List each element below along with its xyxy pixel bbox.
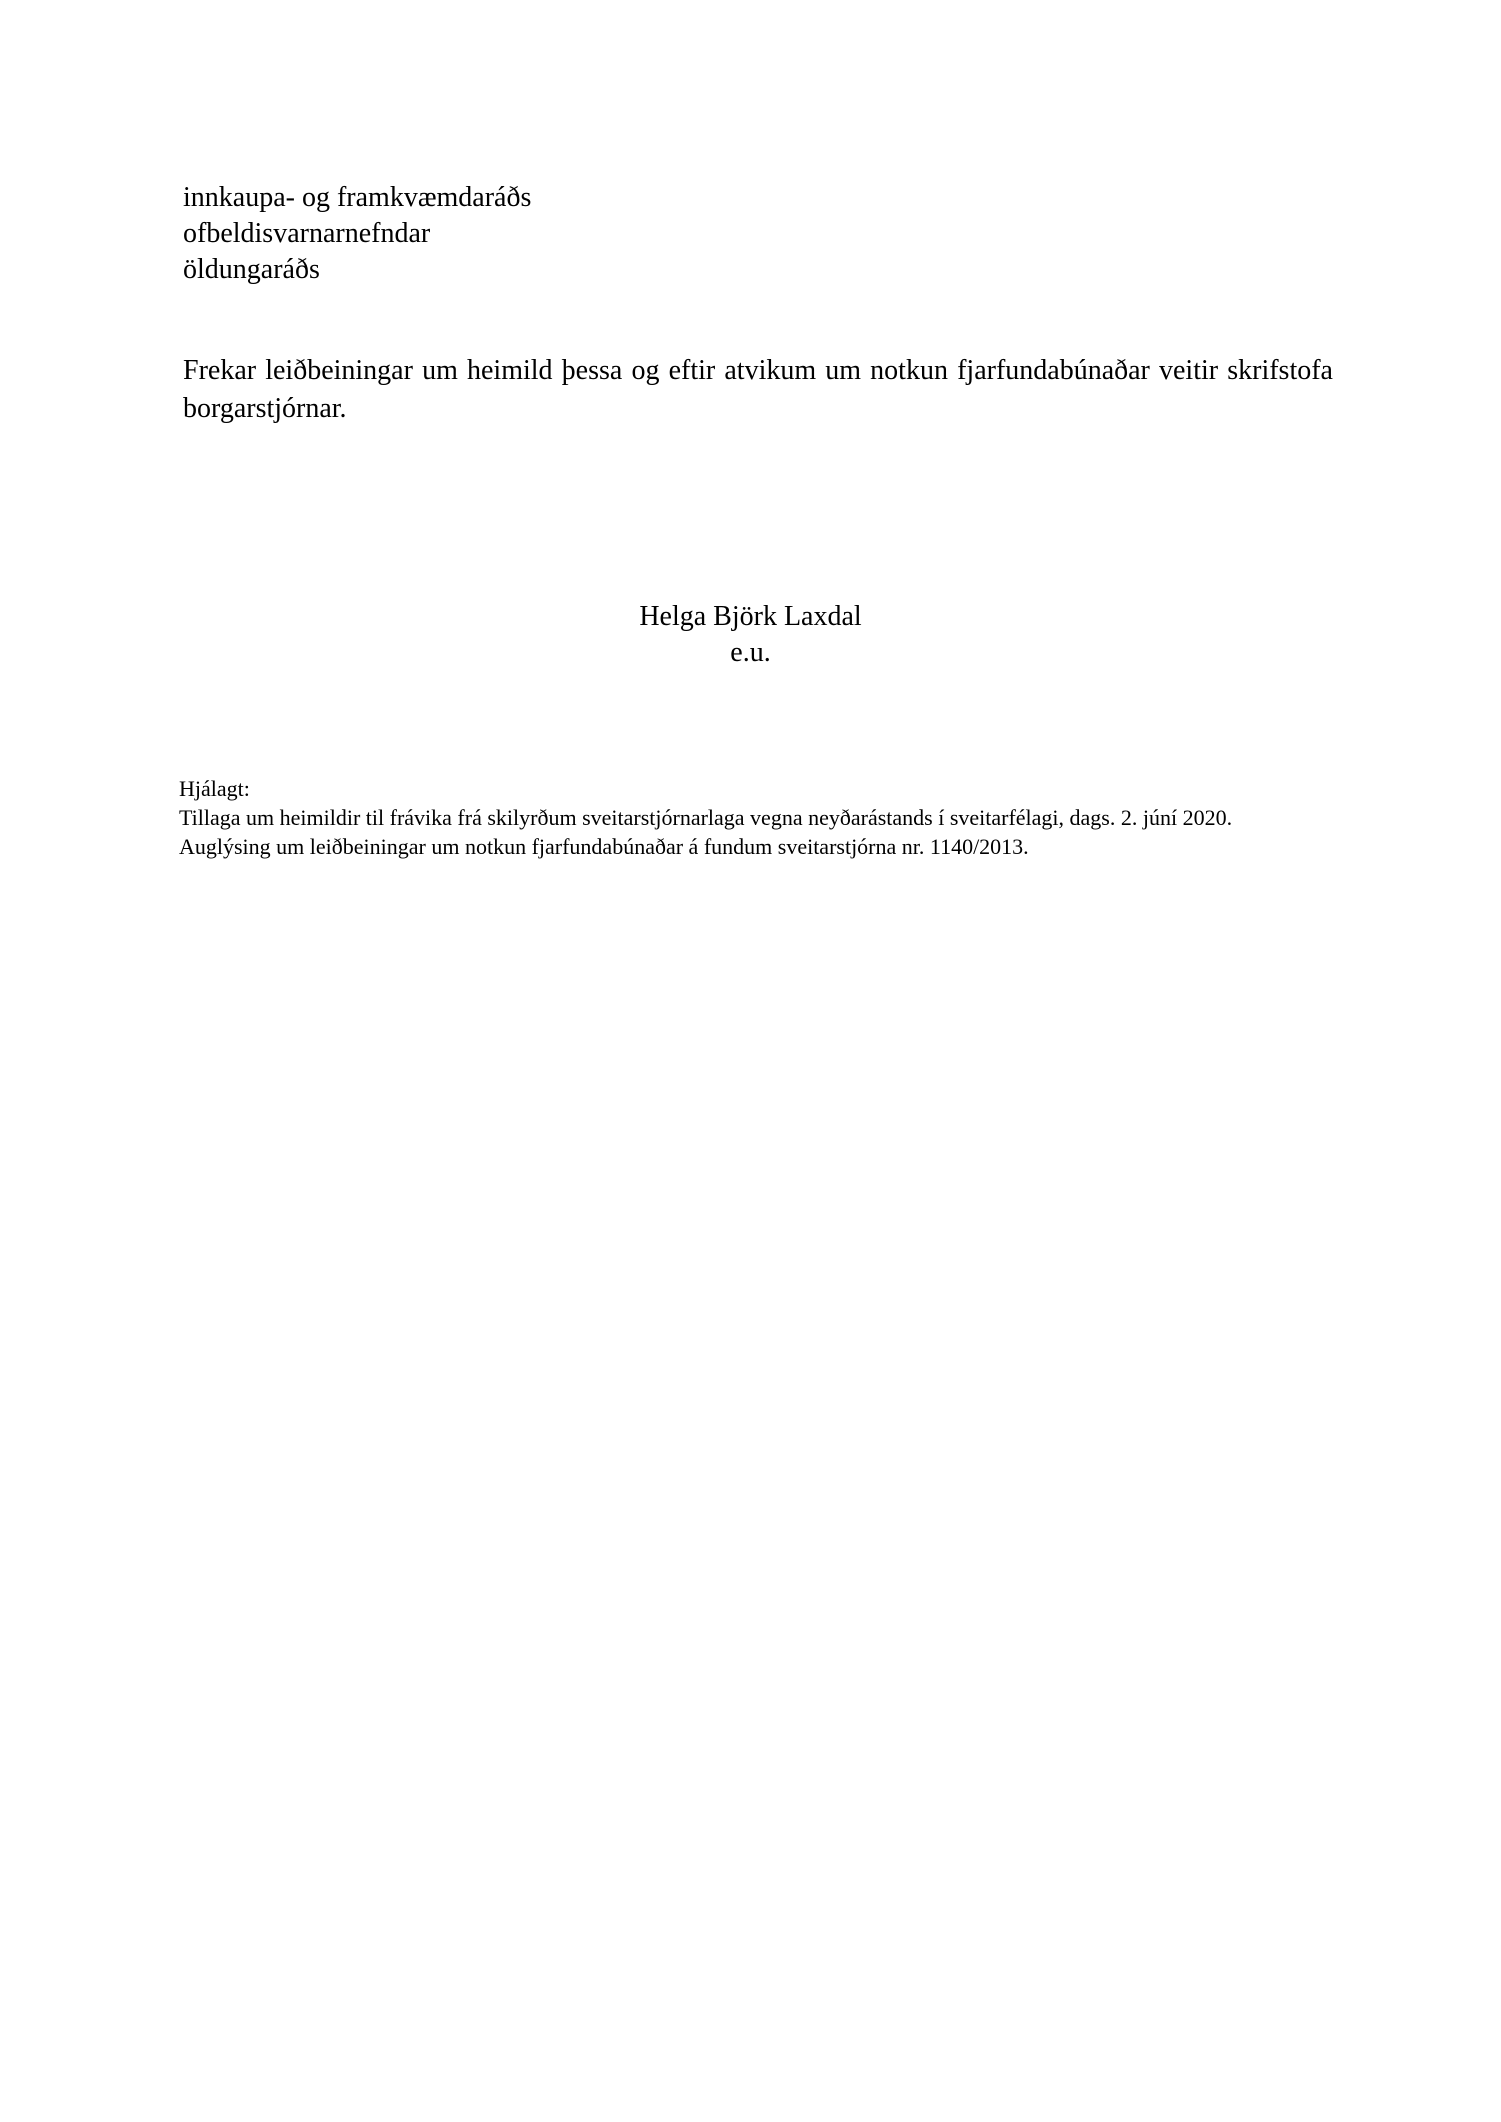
attachment-item: Tillaga um heimildir til frávika frá skilyrðum sveitarstjórnarlaga vegna neyðarástands í sveitarfélagi, dags. 2. júní 2020. [179, 805, 1233, 830]
signature-name: Helga Björk Laxdal [639, 601, 862, 632]
attachment-item: Auglýsing um leiðbeiningar um notkun fjarfundabúnaðar á fundum sveitarstjórna nr. 1140/2013. [179, 834, 1029, 859]
committee-list [183, 180, 1333, 288]
signature-abbreviation: e.u. [730, 637, 771, 668]
attachments-heading: Hjálagt: [179, 776, 250, 801]
signature-block [0, 599, 1501, 671]
committee-item: öldungaráðs [183, 254, 320, 285]
guidance-paragraph: Frekar leiðbeiningar um heimild þessa og eftir atvikum um notkun fjarfundabúnaðar veitir skrifstofa borgarstjórnar. [183, 355, 1333, 424]
committee-item: innkaupa- og framkvæmdaráðs [183, 182, 532, 213]
committee-item: ofbeldisvarnarnefndar [183, 218, 431, 249]
attachments-section [179, 774, 1329, 861]
